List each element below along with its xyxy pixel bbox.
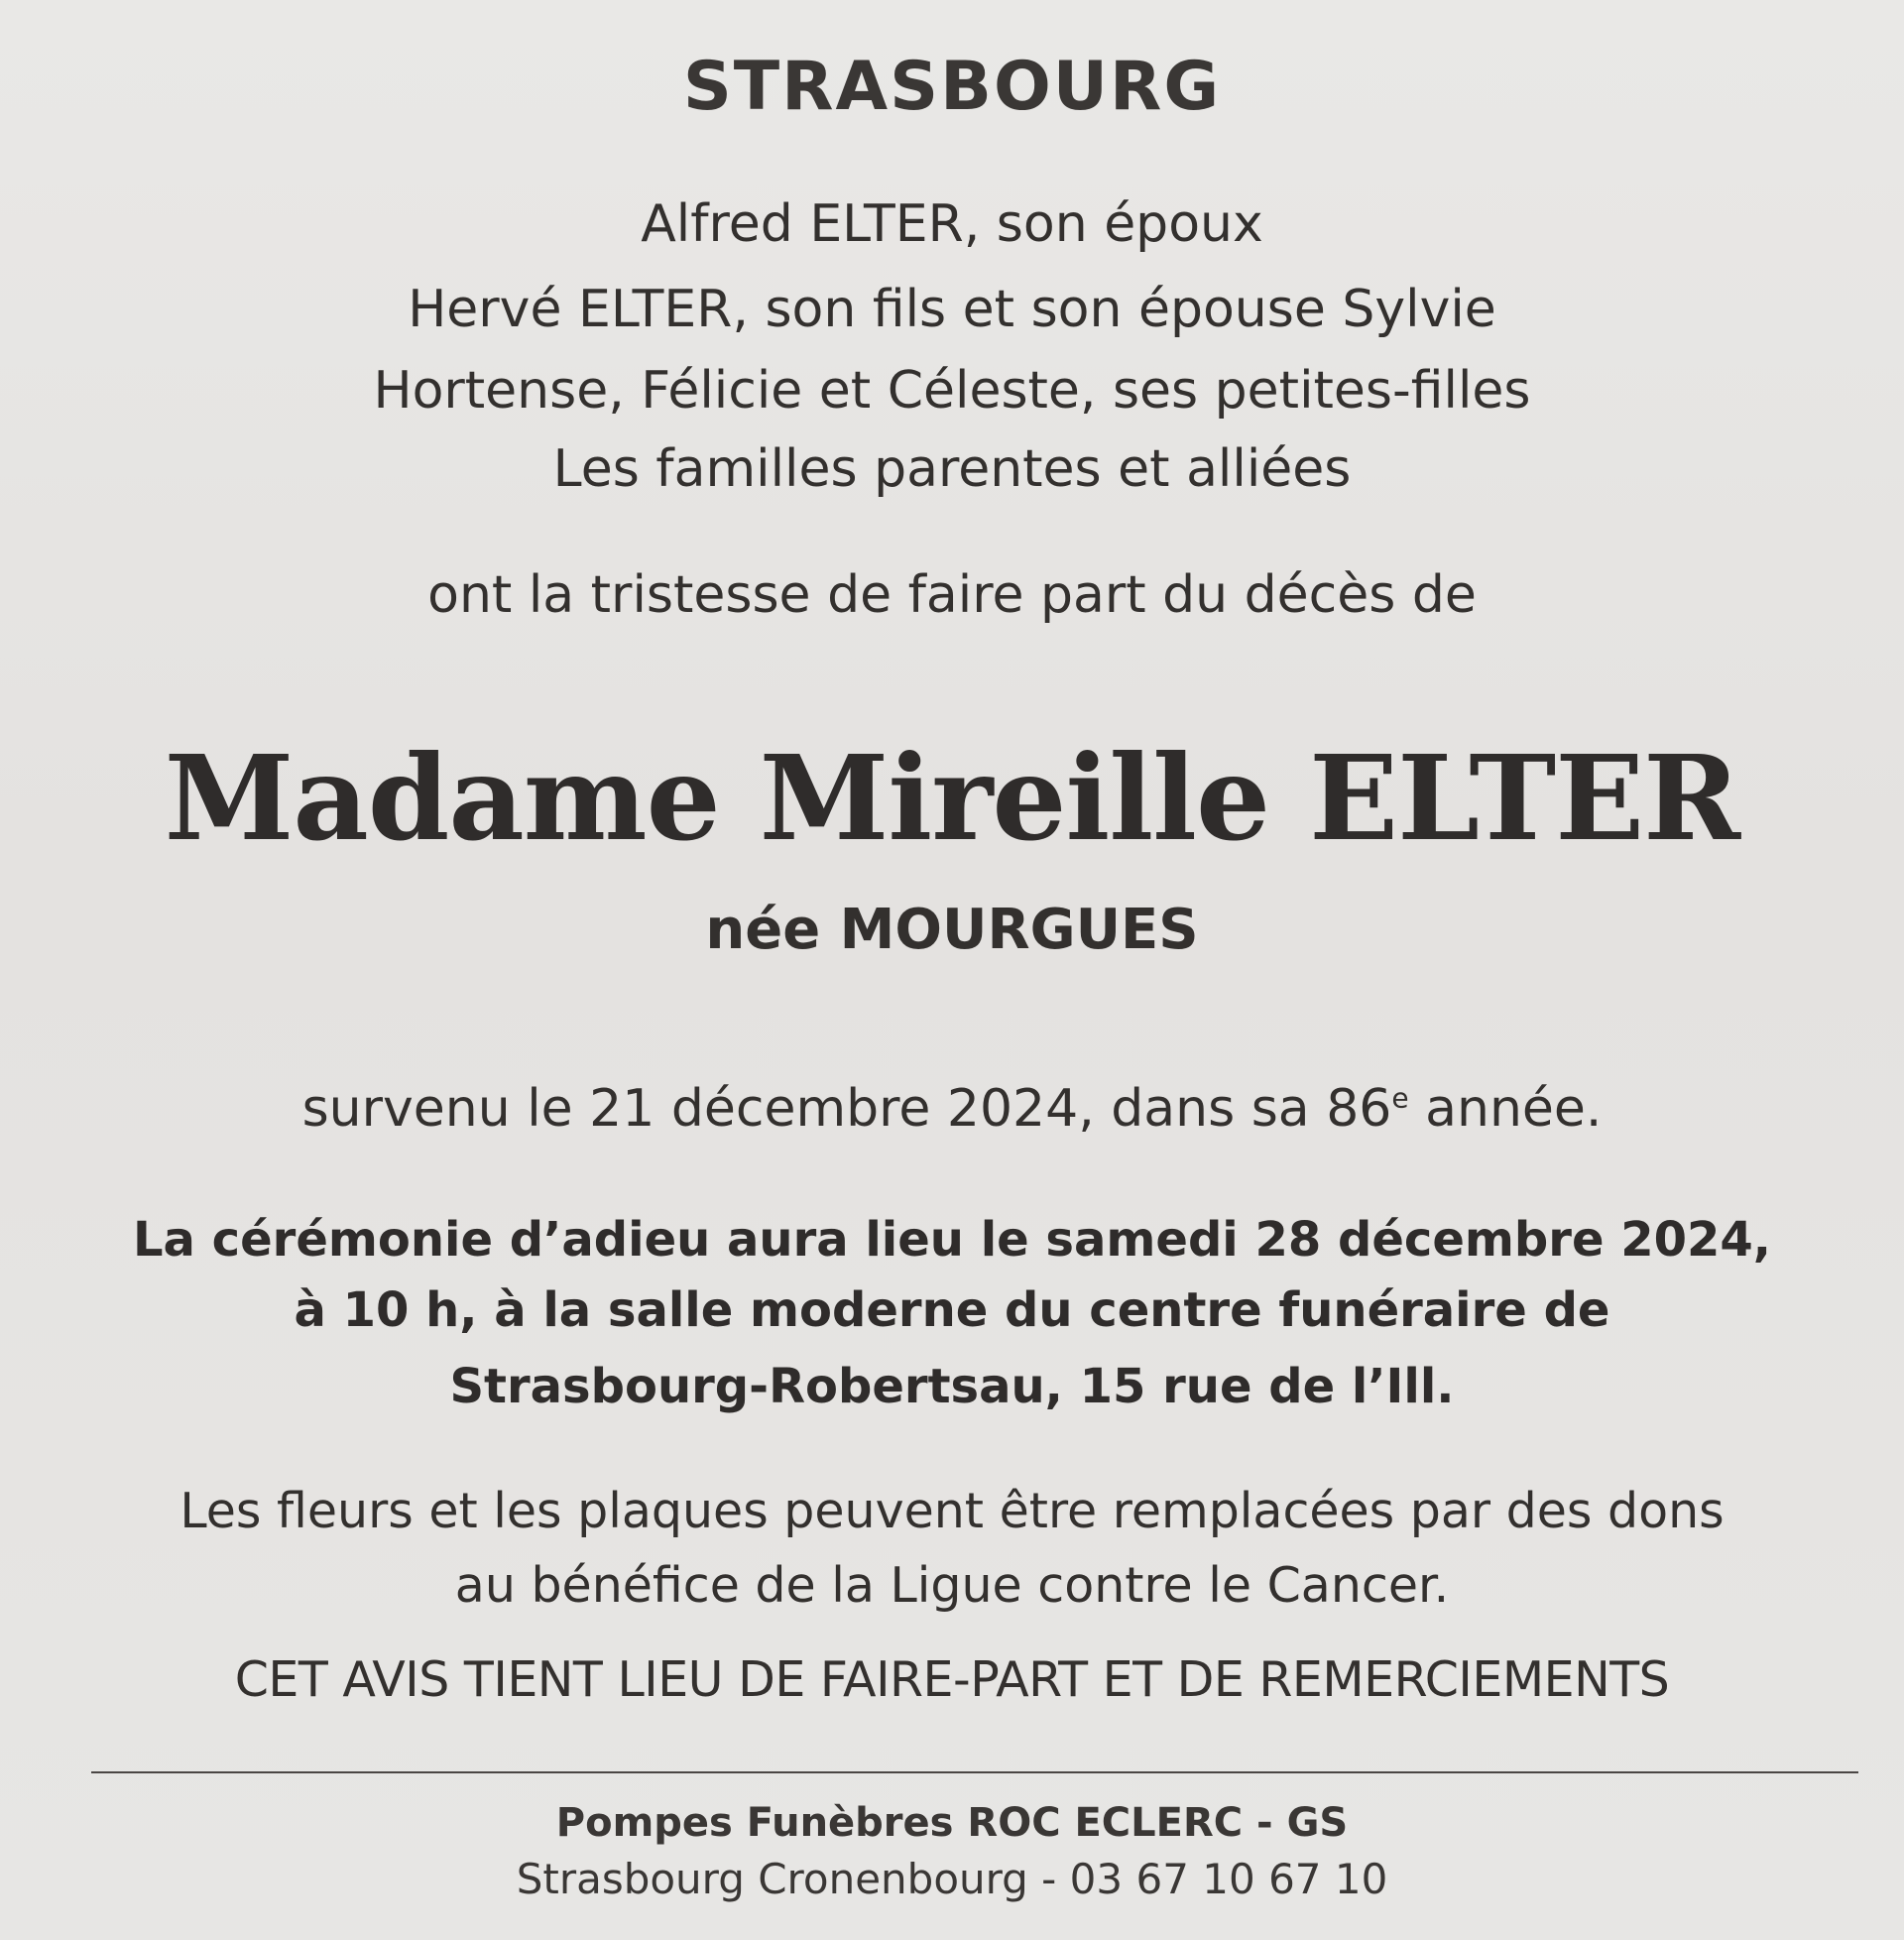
donation-line-1: Les fleurs et les plaques peuvent être remplacées par des dons bbox=[179, 1483, 1725, 1539]
funeral-home-address: Strasbourg Cronenbourg - 03 67 10 67 10 bbox=[516, 1855, 1388, 1903]
funeral-home-name: Pompes Funèbres ROC ECLERC - GS bbox=[555, 1800, 1349, 1846]
family-line-relatives: Les familles parentes et alliées bbox=[552, 439, 1352, 499]
family-line-son: Hervé ELTER, son fils et son épouse Sylvie bbox=[408, 280, 1496, 339]
maiden-name: née MOURGUES bbox=[705, 898, 1199, 962]
donation-line-2: au bénéfice de la Ligue contre le Cancer. bbox=[454, 1557, 1450, 1614]
death-date-text: survenu le 21 décembre 2024, dans sa 86 bbox=[301, 1079, 1392, 1139]
deceased-name: Madame Mireille ELTER bbox=[164, 729, 1740, 867]
family-line-granddaughters: Hortense, Félicie et Céleste, ses petites-filles bbox=[373, 361, 1531, 421]
death-date-tail: année. bbox=[1408, 1079, 1603, 1139]
divider bbox=[91, 1771, 1858, 1773]
city-heading: STRASBOURG bbox=[682, 48, 1222, 126]
ceremony-line-3: Strasbourg-Robertsau, 15 rue de l’Ill. bbox=[449, 1359, 1455, 1414]
announcement-intro: ont la tristesse de faire part du décès de bbox=[427, 565, 1477, 625]
death-date-line bbox=[0, 1079, 1904, 1139]
notice-statement: CET AVIS TIENT LIEU DE FAIRE-PART ET DE REMERCIEMENTS bbox=[234, 1651, 1670, 1708]
ceremony-line-1: La cérémonie d’adieu aura lieu le samedi 28 décembre 2024, bbox=[132, 1212, 1772, 1268]
ordinal-suffix: e bbox=[1391, 1081, 1409, 1115]
family-line-spouse: Alfred ELTER, son époux bbox=[641, 194, 1263, 254]
ceremony-line-2: à 10 h, à la salle moderne du centre funéraire de bbox=[294, 1282, 1610, 1338]
